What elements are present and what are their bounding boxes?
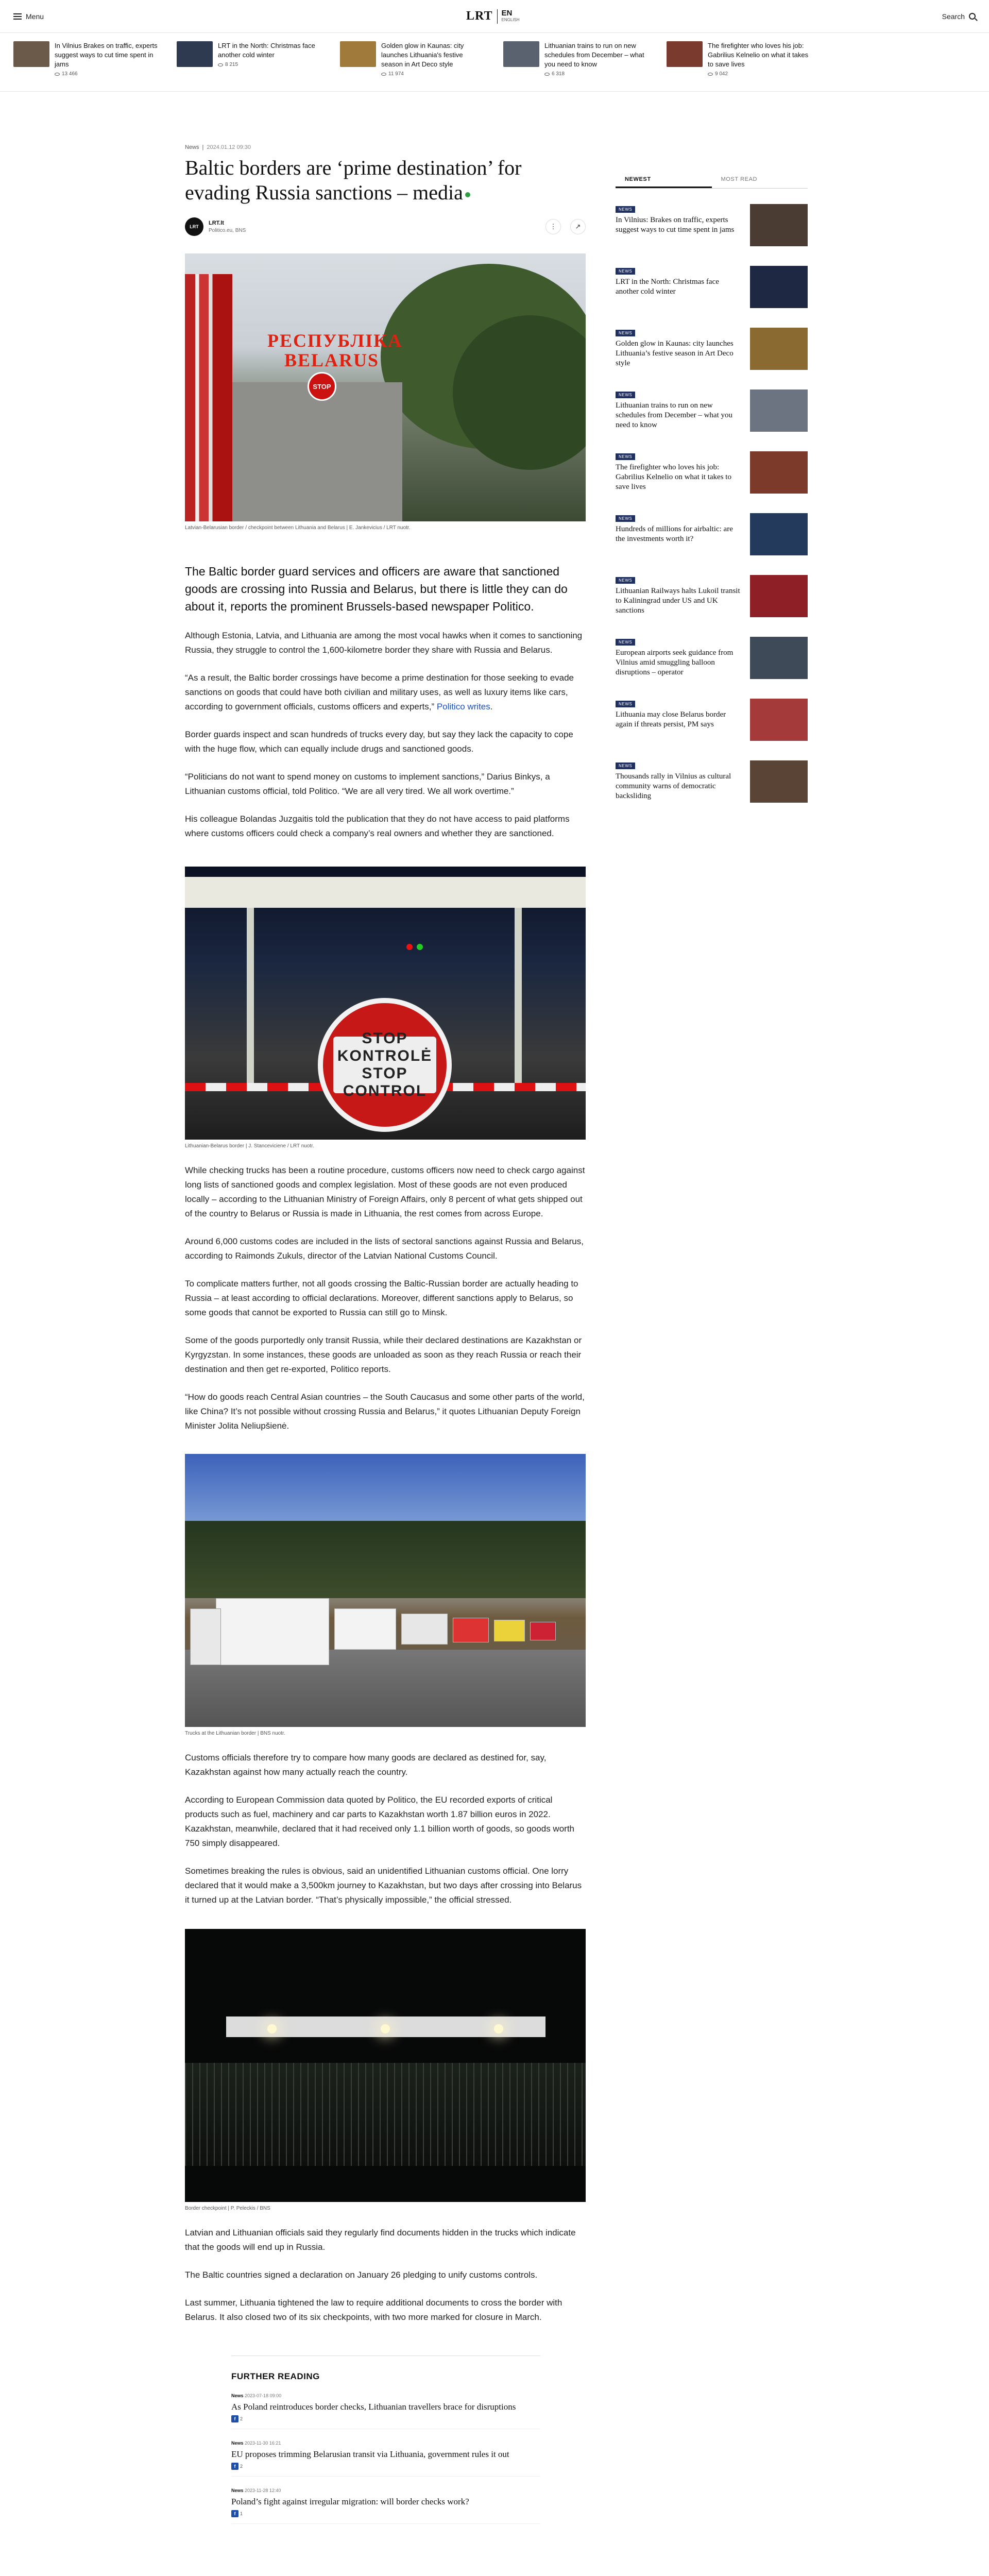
category-badge: NEWS — [616, 268, 635, 275]
stop-control-photo[interactable] — [185, 867, 586, 1140]
category-badge: NEWS — [616, 330, 635, 336]
paragraph: “Politicians do not want to spend money on customs to implement sanctions,” Darius Binkys, a Lithuanian customs official, told Politico. “We are all very tired. We all work overtime.” — [185, 772, 550, 796]
top-story-thumbnail — [13, 41, 49, 67]
top-story-thumbnail — [503, 41, 539, 67]
sidebar-news-item[interactable] — [616, 328, 808, 374]
paragraph: His colleague Bolandas Juzgaitis told the publication that they do not have access to paid platforms where customs officers could check a company’s real owners and whether they are sanctioned. — [185, 814, 570, 838]
publish-date: 2024.01.12 09:30 — [207, 144, 251, 150]
news-title: LRT in the North: Christmas face another cold winter — [616, 278, 719, 296]
news-title: Lithuanian Railways halts Lukoil transit to Kaliningrad under US and UK sanctions — [616, 587, 740, 615]
view-count: 13 466 — [55, 71, 159, 77]
category-badge: NEWS — [616, 206, 635, 213]
paragraph: To complicate matters further, not all goods crossing the Baltic-Russian border are actually heading to Russia – at least according to official declarations. Moreover, different sanctions apply to Belarus, so some goods that cannot be exported to Russia can still go to Minsk. — [185, 1279, 578, 1317]
menu-label: Menu — [26, 12, 44, 21]
paragraph: Around 6,000 customs codes are included in the lists of sectoral sanctions against Russia and Belarus, according to Raimonds Zukuls, director of the Latvian National Customs Council. — [185, 1236, 584, 1261]
author-avatar: LRT — [185, 217, 203, 236]
article-lead: The Baltic border guard services and officers are aware that sanctioned goods are crossing into Russia and Belarus, but there is little they can do about it, reports the prominent Brussels-based newspaper Politico. — [185, 565, 568, 613]
news-thumbnail — [750, 513, 808, 555]
sidebar-news-item[interactable] — [616, 637, 808, 683]
facebook-icon: f — [231, 2463, 238, 2470]
category-badge: NEWS — [616, 577, 635, 584]
news-title: In Vilnius: Brakes on traffic, experts suggest ways to cut time spent in jams — [616, 216, 735, 234]
sidebar-news-item[interactable] — [616, 451, 808, 498]
share-icon[interactable]: ↗ — [570, 219, 586, 234]
top-story-thumbnail — [177, 41, 213, 67]
top-story-title: Golden glow in Kaunas: city launches Lithuania's festive season in Art Deco style — [381, 42, 464, 68]
more-options-icon[interactable]: ⋮ — [545, 219, 561, 234]
news-title: Lithuania may close Belarus border again if threats persist, PM says — [616, 710, 726, 728]
view-count: 11 974 — [381, 71, 486, 77]
photo-caption: Border checkpoint | P. Peleckis / BNS — [185, 2206, 270, 2211]
news-thumbnail — [750, 637, 808, 679]
news-thumbnail — [750, 266, 808, 308]
sidebar-news-item[interactable] — [616, 760, 808, 807]
paragraph: The Baltic countries signed a declaration on January 26 pledging to unify customs controls. — [185, 2270, 538, 2280]
logo-language: EN ENGLISH — [501, 8, 520, 22]
view-count: 9 042 — [708, 71, 812, 77]
paragraph: “How do goods reach Central Asian countries – the South Caucasus and some other parts of the world, like China? It’s not possible without crossing Russia and Belarus,” it quotes Lithuanian Deputy Foreign Minister Jolita Neliupšienė. — [185, 1392, 585, 1431]
photo-figure — [185, 1929, 586, 2212]
sidebar-news-item[interactable] — [616, 266, 808, 312]
news-thumbnail — [750, 204, 808, 246]
breadcrumb: News | 2024.01.12 09:30 — [185, 144, 251, 150]
item-title[interactable]: EU proposes trimming Belarusian transit via Lithuania, government rules it out — [231, 2449, 509, 2459]
paragraph: “As a result, the Baltic border crossings have become a prime destination for those seeking to evade sanctions on goods that could have both civilian and military uses, as well as luxury items like cars, according to government officials, customs officers and experts,” Politico writes. — [185, 673, 574, 711]
top-story[interactable] — [340, 41, 486, 83]
top-story-title: Lithuanian trains to run on new schedules from December – what you need to know — [544, 42, 644, 68]
live-dot-icon — [465, 192, 470, 197]
hamburger-icon — [13, 13, 22, 20]
sidebar-news-item[interactable] — [616, 389, 808, 436]
news-title: Thousands rally in Vilnius as cultural community warns of democratic backsliding — [616, 772, 731, 800]
top-story-thumbnail — [667, 41, 703, 67]
category-badge: NEWS — [616, 762, 635, 769]
sidebar-news-item[interactable] — [616, 513, 808, 560]
paragraph: Latvian and Lithuanian officials said they regularly find documents hidden in the trucks which indicate that the goods will end up in Russia. — [185, 2228, 576, 2252]
news-title: Hundreds of millions for airbaltic: are the investments worth it? — [616, 525, 733, 543]
lead-photo-figure — [185, 253, 586, 532]
top-stories-strip — [0, 33, 989, 92]
sidebar-tabs — [616, 173, 808, 189]
paragraph: Border guards inspect and scan hundreds of trucks every day, but say they lack the capacity to cope with the huge flow, which can equally include drugs and sanctioned goods. — [185, 730, 573, 754]
eye-icon — [55, 73, 60, 76]
facebook-icon: f — [231, 2510, 238, 2517]
news-thumbnail — [750, 699, 808, 741]
stop-sign-graphic: STOP — [308, 372, 336, 401]
tab-newest[interactable]: NEWEST — [616, 173, 712, 188]
further-reading-item[interactable] — [231, 2441, 540, 2477]
photo-caption: Trucks at the Lithuanian border | BNS nuotr. — [185, 1731, 285, 1736]
article-actions — [545, 219, 586, 234]
eye-icon — [708, 73, 713, 76]
paragraph: Some of the goods purportedly only transit Russia, while their declared destinations are Kazakhstan or Kyrgyzstan. In some instances, these goods are unloaded as soon as they reach Russia or reach their destination and then get re-exported, Politico reports. — [185, 1335, 582, 1374]
comment-count: f 2 — [231, 2415, 540, 2422]
item-meta: News 2023-07-18 09:00 — [231, 2393, 282, 2398]
category-badge: NEWS — [616, 453, 635, 460]
news-title: Golden glow in Kaunas: city launches Lithuania’s festive season in Art Deco style — [616, 340, 734, 367]
photo-figure — [185, 867, 586, 1150]
news-title: European airports seek guidance from Vilnius amid smuggling balloon disruptions – operator — [616, 649, 734, 676]
item-title[interactable]: As Poland reintroduces border checks, Lithuanian travellers brace for disruptions — [231, 2402, 516, 2412]
top-story[interactable] — [13, 41, 159, 83]
top-story[interactable] — [177, 41, 322, 83]
eye-icon — [381, 73, 386, 76]
photo-caption: Lithuanian-Belarus border | J. Stanceviciene / LRT nuotr. — [185, 1143, 314, 1149]
item-meta: News 2023-11-28 12:40 — [231, 2488, 281, 2493]
sidebar-news-item[interactable] — [616, 575, 808, 621]
news-thumbnail — [750, 451, 808, 494]
further-reading-item[interactable] — [231, 2488, 540, 2524]
byline — [185, 215, 586, 238]
paragraph: Sometimes breaking the rules is obvious, said an unidentified Lithuanian customs official. One lorry declared that it would make a 3,500km journey to Kazakhstan, but two days after crossing into Belarus it turned up at the Latvian border. “That’s physically impossible,” the official stressed. — [185, 1866, 582, 1905]
article — [185, 144, 586, 2576]
night-checkpoint-photo[interactable] — [185, 1929, 586, 2202]
paragraph: While checking trucks has been a routine procedure, customs officers now need to check cargo against long lists of sanctioned goods and complex legislation. Most of these goods are not even produced locally – according to the Lithuanian Ministry of Foreign Affairs, only 8 percent of what gets shipped out of the country to Belarus or Russia is made in Lithuania, the rest comes from across Europe. — [185, 1165, 585, 1218]
paragraph: Customs officials therefore try to compare how many goods are declared as destined for, say, Kazakhstan against how many actually reach the country. — [185, 1753, 547, 1777]
view-count: 8 215 — [218, 62, 322, 67]
eye-icon — [218, 63, 223, 66]
top-story-title: In Vilnius Brakes on traffic, experts suggest ways to cut time spent in jams — [55, 42, 158, 68]
category-badge: NEWS — [616, 515, 635, 522]
top-story[interactable] — [667, 41, 812, 83]
photo-figure — [185, 1454, 586, 1737]
further-reading-item[interactable] — [231, 2393, 540, 2429]
paragraph: According to European Commission data quoted by Politico, the EU recorded exports of critical products such as fuel, machinery and car parts to Kazakhstan worth 1.87 billion euros in 2022. Kazakhstan, meanwhile, declared that it had received only 1.1 billion worth of goods, so goods worth 750 simply disappeared. — [185, 1795, 575, 1848]
top-story-title: LRT in the North: Christmas face another cold winter — [218, 42, 315, 59]
tab-most-read[interactable]: MOST READ — [721, 176, 758, 182]
news-thumbnail — [750, 575, 808, 617]
politico-link[interactable]: Politico writes — [436, 702, 490, 711]
menu-button[interactable] — [13, 12, 44, 21]
search-icon — [969, 13, 976, 20]
eye-icon — [544, 73, 550, 76]
further-reading-heading: FURTHER READING — [231, 2371, 320, 2381]
news-title: The firefighter who loves his job: Gabrilius Kelnelio on what it takes to save lives — [616, 463, 731, 491]
top-story-thumbnail — [340, 41, 376, 67]
logo-text: LRT — [466, 9, 493, 23]
category-badge: NEWS — [616, 392, 635, 398]
item-meta: News 2023-11-30 16:21 — [231, 2441, 281, 2446]
breadcrumb-link[interactable]: News — [185, 144, 199, 150]
search-button[interactable] — [942, 12, 976, 21]
trucks-photo[interactable] — [185, 1454, 586, 1727]
author-name[interactable]: LRT.lt — [209, 220, 224, 226]
comment-count: f 2 — [231, 2463, 540, 2470]
news-title: Lithuanian trains to run on new schedules from December – what you need to know — [616, 401, 733, 429]
article-title: Baltic borders are ‘prime destination’ for evading Russia sanctions – media — [185, 156, 522, 204]
view-count: 6 318 — [544, 71, 649, 77]
author-source: Politico.eu, BNS — [209, 228, 246, 233]
logo-separator — [497, 9, 498, 24]
border-sign-graphic: РЕСПУБЛIКА BELARUS — [267, 330, 403, 370]
sidebar-news-item[interactable] — [616, 699, 808, 745]
paragraph: Although Estonia, Latvia, and Lithuania are among the most vocal hawks when it comes to sanctioning Russia, they struggle to control the 1,600-kilometre border they share with Russia and Belarus. — [185, 631, 583, 655]
search-label: Search — [942, 12, 965, 21]
category-badge: NEWS — [616, 701, 635, 707]
sidebar — [616, 173, 808, 807]
sidebar-news-item[interactable] — [616, 204, 808, 250]
lead-photo[interactable] — [185, 253, 586, 521]
category-badge: NEWS — [616, 639, 635, 646]
top-bar — [0, 0, 989, 33]
news-thumbnail — [750, 389, 808, 432]
item-title[interactable]: Poland’s fight against irregular migration: will border checks work? — [231, 2497, 469, 2506]
news-thumbnail — [750, 328, 808, 370]
top-story-title: The firefighter who loves his job: Gabrilius Kelnelio on what it takes to save lives — [708, 42, 809, 68]
top-story[interactable] — [503, 41, 649, 83]
news-thumbnail — [750, 760, 808, 803]
paragraph: Last summer, Lithuania tightened the law to require additional documents to cross the border with Belarus. It also closed two of its six checkpoints, with two more marked for closure in March. — [185, 2298, 562, 2322]
further-reading — [231, 2355, 540, 2524]
photo-caption: Latvian-Belarusian border / checkpoint between Lithuania and Belarus | E. Jankevicius / LRT nuotr. — [185, 525, 411, 531]
stop-control-sign: STOP KONTROLĖ STOP CONTROL — [318, 998, 452, 1132]
site-logo[interactable] — [466, 9, 520, 24]
comment-count: f 1 — [231, 2510, 540, 2517]
facebook-icon: f — [231, 2415, 238, 2422]
